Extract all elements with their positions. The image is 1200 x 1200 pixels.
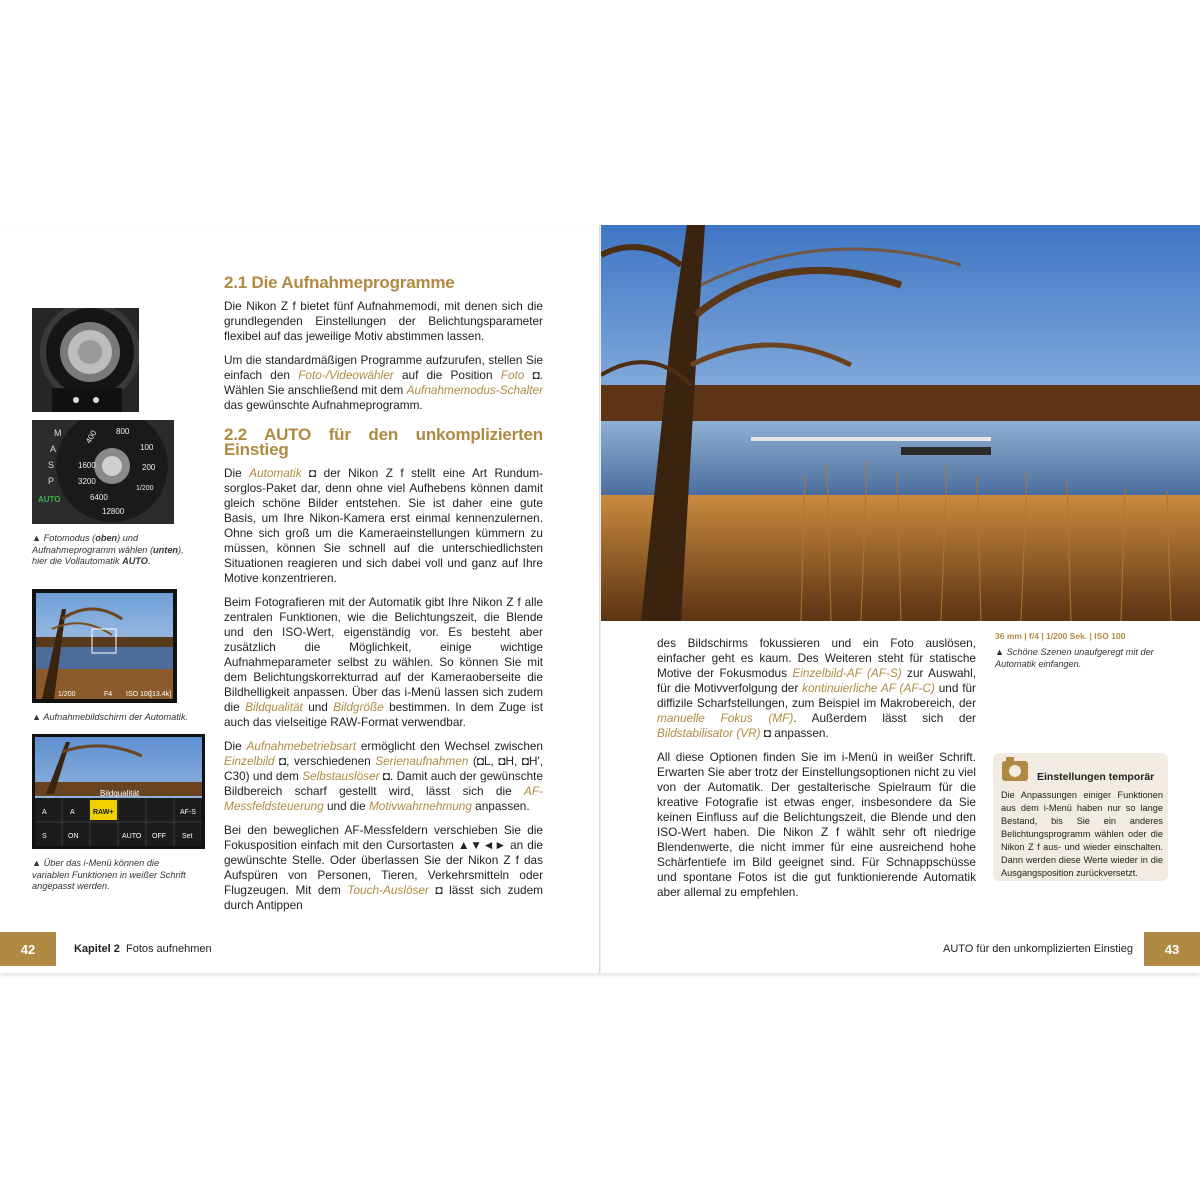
text: Die [224, 739, 247, 753]
iso-label-3200: 3200 [78, 477, 96, 486]
term-highlight: Automatik [249, 466, 302, 480]
iso-label-800: 800 [116, 427, 130, 436]
footer-left [74, 943, 212, 955]
readout-remaining: [13.4k] [150, 691, 172, 698]
text: . Außerdem lässt sich der [793, 711, 976, 725]
i-menu-cell[interactable]: A [70, 809, 75, 816]
term-highlight: Selbstauslöser [302, 769, 380, 783]
camera-top-dial-photo [32, 308, 139, 412]
text: und [302, 700, 334, 714]
caption-bold: AUTO [122, 556, 148, 566]
text: und die [323, 799, 369, 813]
text: anpassen. [471, 799, 530, 813]
i-menu-cell[interactable]: Set [182, 833, 193, 840]
dial-label-s: S [48, 460, 55, 470]
dial-label-auto: AUTO [38, 495, 61, 504]
photo-caption: ▲ Schöne Szenen unaufgeregt mit der Automatik einfangen. [995, 647, 1154, 669]
i-menu-cell-selected[interactable]: RAW+ [93, 809, 114, 816]
term-highlight: Einzelbild [224, 754, 275, 768]
heading-2-1: 2.1 Die Aufnahmeprogramme [224, 273, 455, 292]
i-menu-cell[interactable]: AUTO [122, 833, 142, 840]
footer-chapter: Kapitel 2 [74, 943, 120, 955]
right-body-text [657, 636, 976, 909]
iso-label-6400: 6400 [90, 493, 108, 502]
paragraph [224, 595, 543, 730]
i-menu-cell[interactable]: A [42, 809, 47, 816]
term-highlight: Foto [500, 368, 525, 382]
text: und für diffizile Scharfstellungen, zum Beispiel im Makrobereich, der [657, 681, 976, 710]
page-number-right: 43 [1144, 932, 1200, 966]
camera-icon [1002, 761, 1028, 781]
caption-dials [32, 533, 192, 568]
term-highlight: kontinuierliche AF (AF-C) [802, 681, 935, 695]
text: auf die Position [393, 368, 501, 382]
i-menu-cell[interactable]: S [42, 833, 47, 840]
dial-label-p: P [48, 476, 55, 486]
text: zur Auswahl, für die Motivverfolgung der [657, 666, 976, 695]
paragraph [224, 823, 543, 913]
caption-bold: unten [153, 544, 179, 555]
info-box-body: Die Anpassungen einiger Funktionen aus dem i-Menü haben nur so lange Bestand, bis Sie ein anderes Belichtungsprogramm wählen oder die Nikon Z f aus- und wieder einschalten. Dann werden diese Werte wieder in die Ausgangsposition zurückversetzt. [1001, 790, 1163, 878]
paragraph: Die Nikon Z f bietet fünf Aufnahmemodi, mit denen sich die grundlegenden Einstellungen der Belichtungsparameter flexibel auf das jeweilige Motiv abstimmen lassen. [224, 299, 543, 343]
term-highlight: Serienaufnahmen [375, 754, 469, 768]
text: ◘. Wählen Sie anschließend mit dem [224, 368, 543, 397]
text: ermöglicht den Wechsel zwischen [356, 739, 543, 753]
dial-label-m: M [54, 428, 62, 438]
text: das gewünschte Aufnahmeprogramm. [224, 398, 423, 412]
readout-iso: ISO 100 [126, 691, 152, 698]
text: ◘, verschiedenen [274, 754, 376, 768]
iso-label-400: 400 [83, 428, 99, 445]
term-highlight: Bildstabilisator (VR) [657, 726, 761, 740]
caption-text: ), hier die Vollautomatik [32, 544, 184, 566]
term-highlight: Bildgröße [333, 700, 384, 714]
text: des Bildschirms fokussieren und ein Foto auslösen, einfacher geht es kaum. Des Weiteren steht für statische Motive der Fokusmodus [657, 636, 976, 680]
footer-right: AUTO für den unkomplizierten Einstieg [943, 943, 1133, 955]
caption-bold: oben [95, 533, 118, 543]
term-highlight: Motivwahrnehmung [368, 799, 472, 813]
i-menu-cell[interactable]: AF-S [180, 809, 196, 816]
paragraph [224, 739, 543, 814]
paragraph [224, 466, 543, 586]
text: Beim Fotografieren mit der Automatik gibt Ihre Nikon Z f alle zentralen Funktionen, wie die Belichtungszeit, die Blende und den ISO-Wert, eigenständig vor. Es besteht aber zusätzlich die Möglichkeit, einige wichtige Aufnahmeparameter selbst zu wählen. So können Sie mit dem Belichtungskorrekturrad auf der Kameraoberseite die Bildhelligkeit anpassen. Über das i-Menü lassen sich zudem die [224, 595, 543, 714]
caption-text: ▲ Fotomodus ( [32, 533, 96, 543]
term-highlight: manuelle Fokus (MF) [657, 711, 794, 725]
readout-shutter: 1/200 [58, 691, 76, 698]
paragraph: All diese Optionen finden Sie im i-Menü in weißer Schrift. Erwarten Sie aber trotz der Einstellungsoptionen nicht zu viel von der Automatik. Der gestalterische Spielraum für die kreative Fotografie ist etwas enger, insbesondere da Sie keinen Einfluss auf die Belichtungszeit, die Blende und den ISO-Wert haben. Die Nikon Z f wählt sehr oft niedrige Blendenwerte, die nicht immer für eine ausreichend hohe Schärfentiefe im Bild geeignet sind. Für Schnappschüsse und spontane Fotos ist die gut funktionierende Automatik aber allemal zu empfehlen. [657, 750, 976, 899]
photo-exif: 36 mm | f/4 | 1/200 Sek. | ISO 100 [995, 631, 1126, 641]
shutter-label-1-200: 1/200 [136, 485, 154, 492]
iso-label-12800: 12800 [102, 507, 125, 516]
term-highlight: Touch-Auslöser [347, 883, 429, 897]
heading-2-2: 2.2 AUTO für den unkomplizierten Einstieg [224, 425, 543, 459]
term-highlight: Einzelbild-AF (AF-S) [792, 666, 902, 680]
caption-live-view: ▲ Aufnahmebildschirm der Automatik. [32, 712, 188, 722]
live-view-screen-photo [32, 589, 177, 703]
caption-i-menu: ▲ Über das i-Menü können die variablen Funktionen in weißer Schrift angepasst werden. [32, 858, 186, 891]
text: bestimmen. In dem Zuge ist auch das vielseitige RAW-Format verwendbar. [224, 700, 543, 729]
i-menu-screen-photo [32, 734, 205, 849]
dial-label-a: A [50, 444, 57, 454]
shutter-label-100: 100 [140, 443, 154, 452]
text: ◘ lässt sich zudem durch Antippen [224, 883, 543, 912]
book-spread [0, 225, 1200, 973]
term-highlight: AF-Messfeldsteuerung [224, 784, 543, 813]
info-box-title: Einstellungen temporär [1037, 771, 1155, 783]
i-menu-cell[interactable]: OFF [152, 833, 166, 840]
info-box [993, 753, 1168, 881]
footer-chapter-title: Fotos aufnehmen [125, 943, 212, 955]
paragraph [657, 636, 976, 741]
caption-text: . [147, 556, 151, 566]
readout-aperture: F4 [104, 691, 113, 698]
text: ◘ der Nikon Z f stellt eine Art Rundum-sorglos-Paket dar, denn ohne viel Aufhebens können damit gleich schöne Bilder entstehen. Sie ist daher eine gute Basis, um Ihre Nikon-Kamera erst einmal kennenzulernen. Ohne sich groß um die Kameraeinstellungen kümmern zu müssen, können Sie schnell auf die unterschiedlichsten Situationen reagieren und sich dabei voll und ganz auf Ihre Motive konzentrieren. [224, 466, 543, 585]
paragraph [224, 353, 543, 413]
text: ◘ anpassen. [760, 726, 829, 740]
term-highlight: Aufnahmemodus-Schalter [406, 383, 543, 397]
text: Die [224, 466, 250, 480]
text: Um die standardmäßigen Programme aufzurufen, stellen Sie einfach den [224, 353, 543, 382]
left-body-text [224, 275, 543, 922]
text: (◘L, ◘H, ◘H', C30) und dem [224, 754, 543, 783]
term-highlight: Bildqualität [245, 700, 303, 714]
term-highlight: Aufnahmebetriebsart [246, 739, 357, 753]
text: ◘. Damit auch der gewünschte Bildbereich scharf gestellt wird, lässt sich die [224, 769, 543, 798]
lake-landscape-photo [601, 225, 1200, 621]
i-menu-cell[interactable]: ON [68, 833, 79, 840]
mode-dial-photo [32, 420, 174, 524]
text: Bei den beweglichen AF-Messfeldern verschieben Sie die Fokusposition einfach mit den Cursortasten ▲▼◄► an die gewünschte Stelle. Oder überlassen Sie der Nikon Z f das Aufspüren von Personen, Tieren, Verkehrsmitteln oder Flugzeugen. Mit dem [224, 823, 543, 897]
i-menu-title: Bildqualität [100, 789, 140, 798]
shutter-label-200: 200 [142, 463, 156, 472]
term-highlight: Foto-/Videowähler [298, 368, 394, 382]
caption-text: ) und Aufnahmeprogramm wählen ( [32, 533, 154, 555]
iso-label-1600: 1600 [78, 461, 96, 470]
page-number-left: 42 [0, 932, 56, 966]
